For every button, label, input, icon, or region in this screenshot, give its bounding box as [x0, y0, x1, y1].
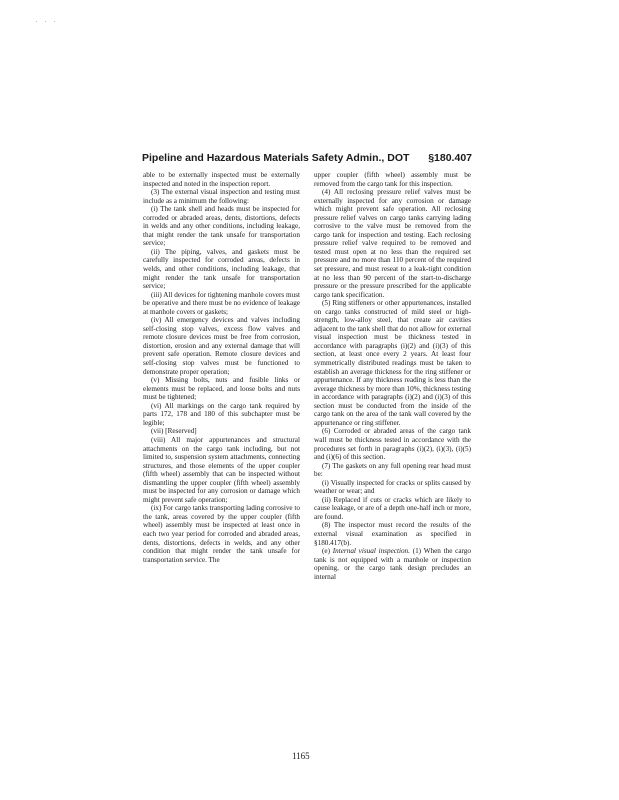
- paragraph: (7) The gaskets on any full opening rear head must be:: [314, 461, 471, 479]
- paragraph-label: (e): [322, 547, 333, 556]
- running-header: [142, 152, 472, 168]
- paragraph: (vi) All markings on the cargo tank required by parts 172, 178 and 180 of this subchapter must be legible;: [143, 401, 300, 427]
- left-text-column: [143, 171, 300, 564]
- right-text-column: [314, 171, 471, 581]
- corner-mark: . . .: [36, 18, 59, 24]
- paragraph: able to be externally inspected must be externally inspected and noted in the inspection report.: [143, 171, 300, 188]
- paragraph-text: (1) When the cargo tank is not equipped with a manhole or inspection opening, or the cargo tank design precludes an internal: [314, 547, 471, 581]
- paragraph: (vii) [Reserved]: [151, 427, 197, 436]
- section-heading: Internal visual inspection.: [332, 547, 410, 556]
- paragraph: (v) Missing bolts, nuts and fusible links or elements must be replaced, and loose bolts and nuts must be tightened;: [143, 376, 300, 402]
- paragraph: (4) All reclosing pressure relief valves must be externally inspected for any corrosion or damage which might prevent safe operation. All reclosing pressure relief valves on cargo tanks carrying lading corrosive to the valve must be removed from the cargo tank for inspection and testing. Each reclosing pressure relief valve required to be removed and tested must open at no less than the required set pressure and no more than 110 percent of the required set pressure, and must reseat to a leak-tight condition at no less than 90 percent of the start-to-discharge pressure or the pressure prescribed for the applicable cargo tank specification.: [314, 188, 471, 299]
- paragraph: (ix) For cargo tanks transporting lading corrosive to the tank, areas covered by the upper coupler (fifth wheel) assembly must be inspected at least once in each two year period for corroded and abraded areas, dents, distortions, defects in welds, and any other condition that might render the tank unsafe for transportation service. The: [143, 504, 300, 564]
- paragraph: upper coupler (fifth wheel) assembly must be removed from the cargo tank for this inspection.: [314, 171, 471, 188]
- paragraph: (3) The external visual inspection and testing must include as a minimum the following:: [143, 188, 300, 205]
- paragraph: (6) Corroded or abraded areas of the cargo tank wall must be thickness tested in accordance with the procedures set forth in paragraphs (i)(2), (i)(3), (i)(5) and (i)(6) of this section.: [314, 427, 471, 462]
- paragraph: [314, 547, 471, 581]
- paragraph: (i) Visually inspected for cracks or splits caused by weather or wear; and: [314, 478, 471, 496]
- paragraph: (i) The tank shell and heads must be inspected for corroded or abraded areas, dents, distortions, defects in welds and any other conditions, including leakage, that might render the tank unsafe for transportation service;: [143, 205, 300, 248]
- paragraph: (viii) All major appurtenances and structural attachments on the cargo tank including, but not limited to, suspension system attachments, connecting structures, and those elements of the upper coupler (fifth wheel) assembly that can be inspected without dismantling the upper coupler (fifth wheel) assembly must be inspected for any corrosion or damage which might prevent safe operation;: [143, 435, 300, 504]
- section-number: §180.407: [428, 152, 472, 164]
- paragraph: (ii) The piping, valves, and gaskets must be carefully inspected for corroded areas, defects in welds, and other conditions, including leakage, that might render the tank unsafe for transportation service;: [143, 247, 300, 291]
- paragraph: (5) Ring stiffeners or other appurtenances, installed on cargo tanks constructed of mild steel or high-strength, low-alloy steel, that create air cavities adjacent to the tank shell that do not allow for external visual inspection must be thickness tested in accordance with paragraphs (i)(2) and (i)(3) of this section, at least once every 2 years. At least four symmetrically distributed readings must be taken to establish an average thickness for the ring stiffener or appurtenance. If any thickness reading is less than the average thickness by more than 10%, thickness testing in accordance with paragraphs (i)(2) and (i)(3) of this section must be conducted from the inside of the cargo tank on the area of the tank wall covered by the appurtenance or ring stiffener.: [314, 299, 471, 427]
- paragraph: (ii) Replaced if cuts or cracks which are likely to cause leakage, or are of a depth one-half inch or more, are found.: [314, 495, 471, 521]
- paragraph: (iii) All devices for tightening manhole covers must be operative and there must be no evidence of leakage at manhole covers or gaskets;: [143, 290, 300, 316]
- header-title: Pipeline and Hazardous Materials Safety Admin., DOT: [142, 152, 410, 164]
- paragraph: (iv) All emergency devices and valves including self-closing stop valves, excess flow valves and remote closure devices must be free from corrosion, distortion, erosion and any external damage that will prevent safe operation. Remote closure devices and self-closing stop valves must be functioned to demonstrate proper operation;: [143, 316, 300, 376]
- page-number: 1165: [292, 751, 310, 761]
- paragraph: (8) The inspector must record the results of the external visual examination as specified in §180.417(b).: [314, 521, 471, 547]
